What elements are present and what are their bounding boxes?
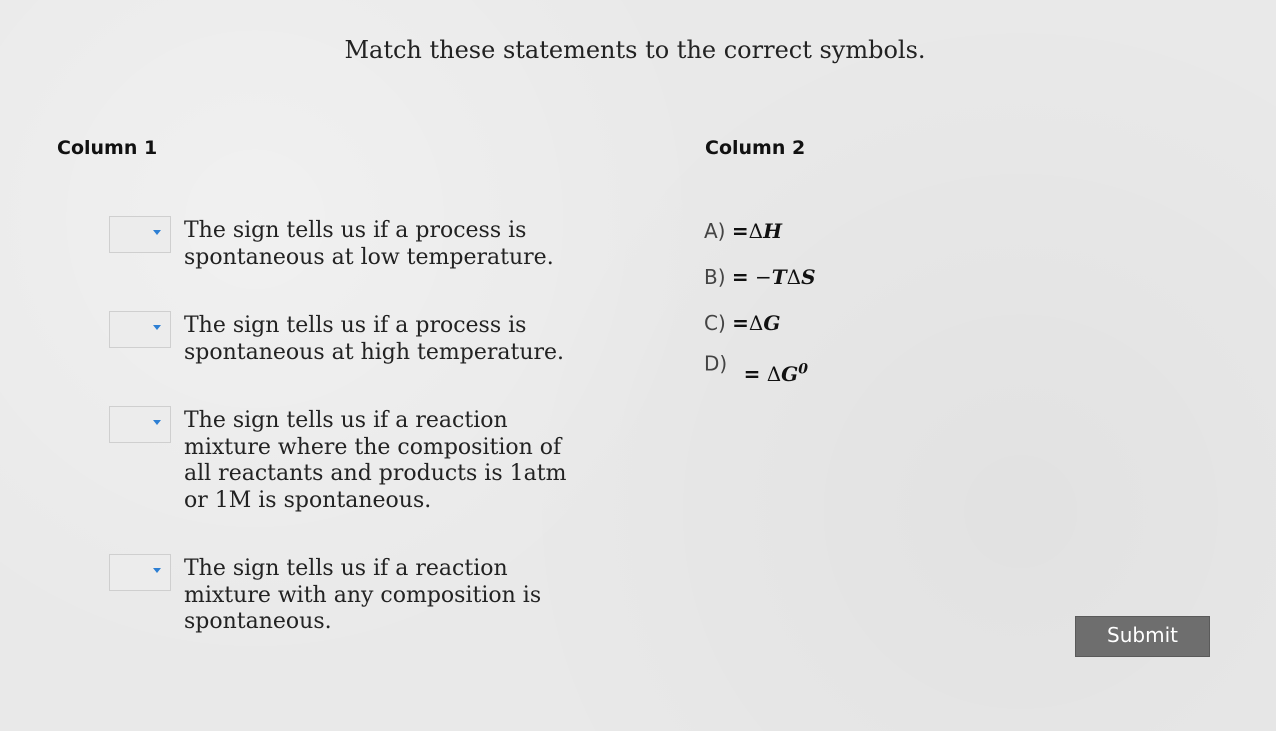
- caret-down-icon: [153, 230, 161, 235]
- option-symbol: ΔH: [748, 219, 782, 243]
- option-c: [704, 311, 780, 335]
- option-letter: C): [704, 311, 726, 335]
- option-b: [704, 265, 816, 289]
- statement-text: The sign tells us if a reaction mixture where the composition of all reactants and products is 1atm or 1M is spontaneous.: [184, 408, 567, 513]
- answer-dropdown-3[interactable]: [109, 406, 171, 443]
- option-symbol: $\Delta G^0$: [766, 361, 808, 386]
- caret-down-icon: [153, 325, 161, 330]
- option-d: [704, 351, 808, 386]
- caret-down-icon: [153, 420, 161, 425]
- option-a: [704, 219, 782, 243]
- statement-text: The sign tells us if a process is spontaneous at low temperature.: [184, 218, 554, 270]
- equals-sign: =: [731, 219, 749, 243]
- column-1-header: Column 1: [57, 137, 158, 159]
- option-symbol: ΔG: [748, 311, 781, 335]
- submit-button[interactable]: Submit: [1075, 616, 1210, 657]
- answer-dropdown-4[interactable]: [109, 554, 171, 591]
- answer-dropdown-2[interactable]: [109, 311, 171, 348]
- option-letter: A): [704, 219, 726, 243]
- equals-sign: =: [743, 361, 761, 386]
- statement-text: The sign tells us if a process is spontaneous at high temperature.: [184, 313, 565, 365]
- answer-dropdown-1[interactable]: [109, 216, 171, 253]
- option-letter: B): [704, 265, 726, 289]
- equals-sign: =: [732, 311, 749, 335]
- equals-sign: =: [731, 265, 749, 289]
- page-title: Match these statements to the correct symbols.: [344, 36, 926, 64]
- statement-text: The sign tells us if a reaction mixture with any composition is spontaneous.: [184, 556, 542, 634]
- option-symbol: −TΔS: [755, 265, 816, 289]
- column-2-header: Column 2: [705, 137, 806, 159]
- caret-down-icon: [153, 568, 161, 573]
- option-letter: D): [704, 351, 728, 376]
